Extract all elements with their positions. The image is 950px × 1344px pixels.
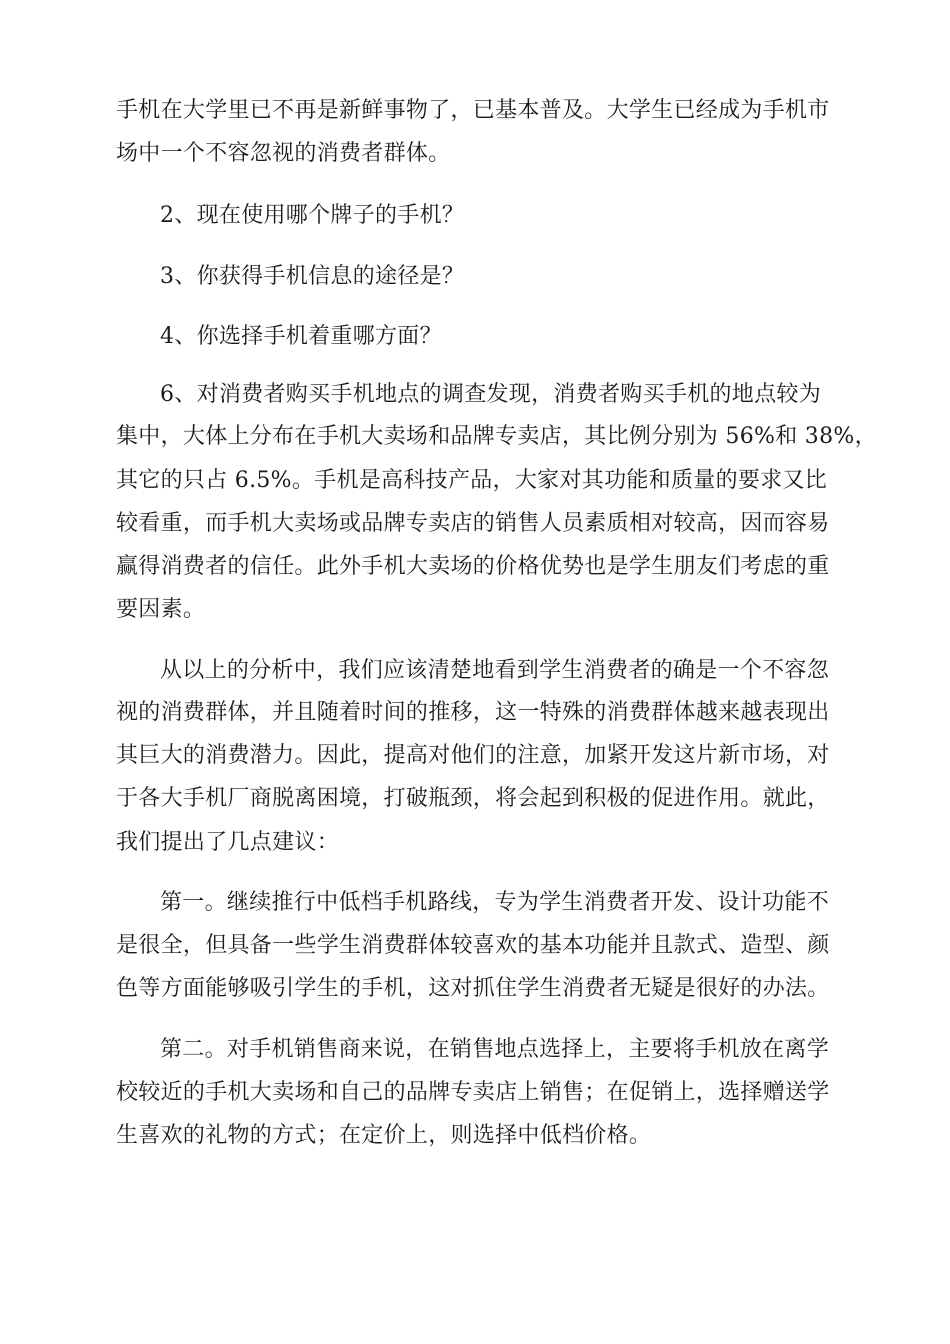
text-line: 较看重，而手机大卖场或品牌专卖店的销售人员素质相对较高，因而容易 [116, 511, 830, 536]
text-line: 第一。继续推行中低档手机路线，专为学生消费者开发、设计功能不 [160, 890, 830, 915]
text-line: 从以上的分析中，我们应该清楚地看到学生消费者的确是一个不容忽 [160, 658, 830, 683]
text-line: 第二。对手机销售商来说，在销售地点选择上，主要将手机放在离学 [160, 1037, 830, 1062]
text-line: 赢得消费者的信任。此外手机大卖场的价格优势也是学生朋友们考虑的重 [116, 554, 830, 579]
text-line: 于各大手机厂商脱离困境，打破瓶颈，将会起到积极的促进作用。就此， [116, 786, 830, 811]
text-line: 校较近的手机大卖场和自己的品牌专卖店上销售；在促销上，选择赠送学 [116, 1080, 830, 1105]
question-item: 2、现在使用哪个牌子的手机？ [160, 203, 465, 228]
text-line: 生喜欢的礼物的方式；在定价上，则选择中低档价格。 [116, 1123, 652, 1148]
text-line: 集中，大体上分布在手机大卖场和品牌专卖店，其比例分别为 56%和 38%， [116, 424, 877, 449]
question-item: 4、你选择手机着重哪方面？ [160, 324, 442, 349]
text-line: 手机在大学里已不再是新鲜事物了，已基本普及。大学生已经成为手机市 [116, 98, 830, 123]
text-line: 是很全，但具备一些学生消费群体较喜欢的基本功能并且款式、造型、颜 [116, 933, 830, 958]
text-line: 我们提出了几点建议： [116, 830, 340, 855]
text-line: 场中一个不容忽视的消费者群体。 [116, 141, 451, 166]
text-line: 要因素。 [116, 597, 206, 622]
text-line: 其它的只占 6.5%。手机是高科技产品，大家对其功能和质量的要求又比 [116, 468, 828, 493]
text-line: 视的消费群体，并且随着时间的推移，这一特殊的消费群体越来越表现出 [116, 700, 830, 725]
text-line: 色等方面能够吸引学生的手机，这对抓住学生消费者无疑是很好的办法。 [116, 976, 830, 1001]
text-line: 6、对消费者购买手机地点的调查发现，消费者购买手机的地点较为 [160, 382, 821, 407]
text-line: 其巨大的消费潜力。因此，提高对他们的注意，加紧开发这片新市场，对 [116, 743, 830, 768]
question-item: 3、你获得手机信息的途径是？ [160, 264, 465, 289]
